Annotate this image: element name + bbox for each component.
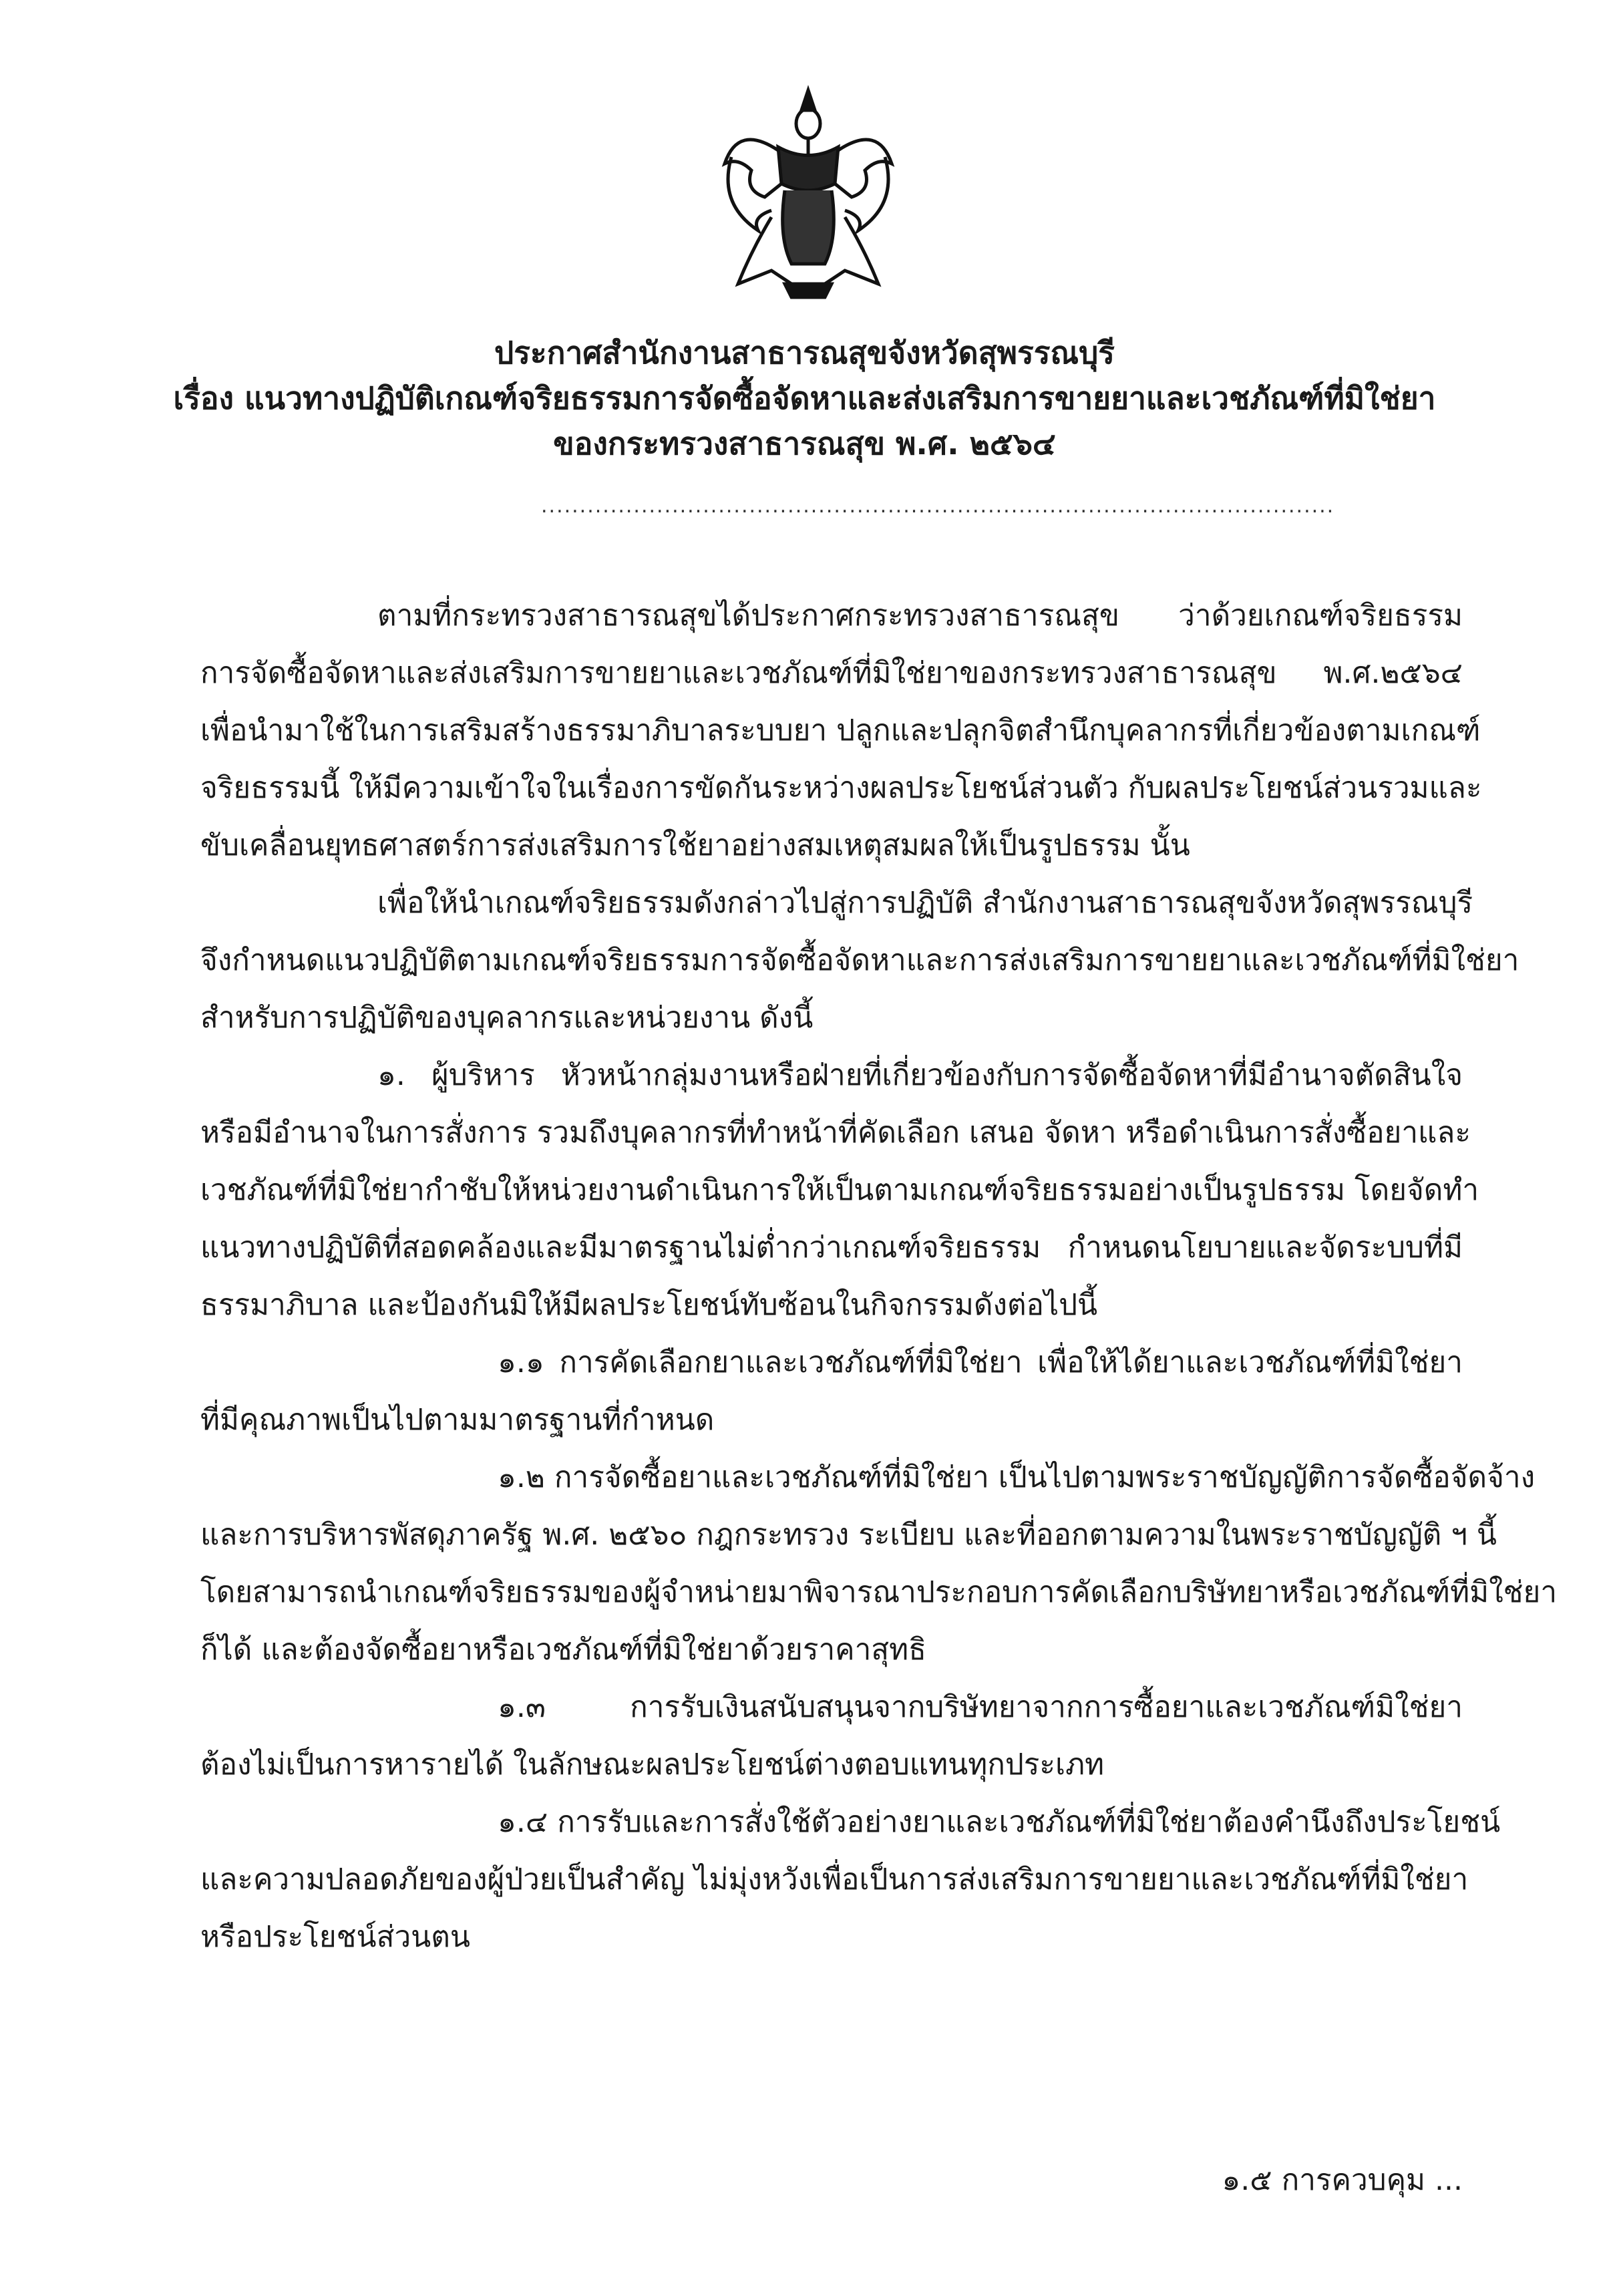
body-line: ตามที่กระทรวงสาธารณสุขได้ประกาศกระทรวงสาธารณสุข ว่าด้วยเกณฑ์จริยธรรม — [377, 599, 1463, 633]
body-line: จึงกำหนดแนวปฏิบัติตามเกณฑ์จริยธรรมการจัดซื้อจัดหาและการส่งเสริมการขายยาและเวชภัณฑ์ที่มิใช่ยา — [200, 943, 1519, 977]
subject-line: เรื่อง แนวทางปฏิบัติเกณฑ์จริยธรรมการจัดซื้อจัดหาและส่งเสริมการขายยาและเวชภัณฑ์ที่มิใช่ยา — [173, 380, 1436, 416]
section-1-heading: ๑. ผู้บริหาร หัวหน้ากลุ่มงานหรือฝ่ายที่เกี่ยวข้องกับการจัดซื้อจัดหาที่มีอำนาจตัดสินใจ — [377, 1058, 1463, 1092]
body-line: เพื่อนำมาใช้ในการเสริมสร้างธรรมาภิบาลระบบยา ปลูกและปลุกจิตสำนึกบุคลากรที่เกี่ยวข้องตามเกณฑ์ — [200, 713, 1481, 748]
body-line: ขับเคลื่อนยุทธศาสตร์การส่งเสริมการใช้ยาอย่างสมเหตุสมผลให้เป็นรูปธรรม นั้น — [200, 828, 1190, 862]
item-1-4: ๑.๔ การรับและการสั่งใช้ตัวอย่างยาและเวชภัณฑ์ที่มิใช่ยาต้องคำนึงถึงประโยชน์ — [498, 1805, 1501, 1839]
body-line: หรือมีอำนาจในการสั่งการ รวมถึงบุคลากรที่ทำหน้าที่คัดเลือก เสนอ จัดหา หรือดำเนินการสั่งซื้อยาและ — [200, 1116, 1471, 1150]
body-line: เวชภัณฑ์ที่มิใช่ยากำชับให้หน่วยงานดำเนินการให้เป็นตามเกณฑ์จริยธรรมอย่างเป็นรูปธรรม โดยจัดทำ — [200, 1173, 1479, 1207]
subject-line-continued: ของกระทรวงสาธารณสุข พ.ศ. ๒๕๖๔ — [553, 426, 1056, 462]
body-line: โดยสามารถนำเกณฑ์จริยธรรมของผู้จำหน่ายมาพิจารณาประกอบการคัดเลือกบริษัทยาหรือเวชภัณฑ์ที่มิใช่ยา — [200, 1575, 1558, 1609]
body-line: สำหรับการปฏิบัติของบุคลากรและหน่วยงาน ดังนี้ — [200, 1001, 814, 1035]
body-line: หรือประโยชน์ส่วนตน — [200, 1920, 470, 1954]
item-1-1: ๑.๑ การคัดเลือกยาและเวชภัณฑ์ที่มิใช่ยา เพื่อให้ได้ยาและเวชภัณฑ์ที่มิใช่ยา — [498, 1345, 1463, 1379]
body-line: แนวทางปฏิบัติที่สอดคล้องและมีมาตรฐานไม่ต่ำกว่าเกณฑ์จริยธรรม กำหนดนโยบายและจัดระบบที่มี — [200, 1231, 1463, 1265]
body-line: จริยธรรมนี้ ให้มีความเข้าใจในเรื่องการขัดกันระหว่างผลประโยชน์ส่วนตัว กับผลประโยชน์ส่วนรวมและ — [200, 771, 1482, 805]
announcement-title: ประกาศสำนักงานสาธารณสุขจังหวัดสุพรรณบุรี — [494, 335, 1115, 371]
item-1-3: ๑.๓ การรับเงินสนับสนุนจากบริษัทยาจากการซื้อยาและเวชภัณฑ์มิใช่ยา — [498, 1690, 1463, 1724]
body-line: ธรรมาภิบาล และป้องกันมิให้มีผลประโยชน์ทับซ้อนในกิจกรรมดังต่อไปนี้ — [200, 1288, 1098, 1322]
body-line: เพื่อให้นำเกณฑ์จริยธรรมดังกล่าวไปสู่การปฏิบัติ สำนักงานสาธารณสุขจังหวัดสุพรรณบุรี — [377, 886, 1473, 920]
continuation-note: ๑.๕ การควบคุม ... — [1222, 2163, 1463, 2197]
body-line: การจัดซื้อจัดหาและส่งเสริมการขายยาและเวชภัณฑ์ที่มิใช่ยาของกระทรวงสาธารณสุข พ.ศ.๒๕๖๔ — [200, 656, 1463, 690]
item-1-2: ๑.๒ การจัดซื้อยาและเวชภัณฑ์ที่มิใช่ยา เป็นไปตามพระราชบัญญัติการจัดซื้อจัดจ้าง — [498, 1460, 1536, 1494]
body-line: ต้องไม่เป็นการหารายได้ ในลักษณะผลประโยชน์ต่างตอบแทนทุกประเภท — [200, 1748, 1105, 1782]
body-line: และการบริหารพัสดุภาครัฐ พ.ศ. ๒๕๖๐ กฎกระทรวง ระเบียบ และที่ออกตามความในพระราชบัญญัติ ฯ นี้ — [200, 1518, 1497, 1552]
body-line: ที่มีคุณภาพเป็นไปตามมาตรฐานที่กำหนด — [200, 1403, 715, 1437]
body-line: ก็ได้ และต้องจัดซื้อยาหรือเวชภัณฑ์ที่มิใช่ยาด้วยราคาสุทธิ — [200, 1633, 927, 1667]
garuda-emblem-icon — [711, 84, 905, 304]
body-line: และความปลอดภัยของผู้ป่วยเป็นสำคัญ ไม่มุ่งหวังเพื่อเป็นการส่งเสริมการขายยาและเวชภัณฑ์ที่มิใช่ยา — [200, 1862, 1469, 1897]
garuda-emblem — [711, 84, 905, 304]
title-separator: ....................................................................................................... — [541, 494, 1335, 518]
